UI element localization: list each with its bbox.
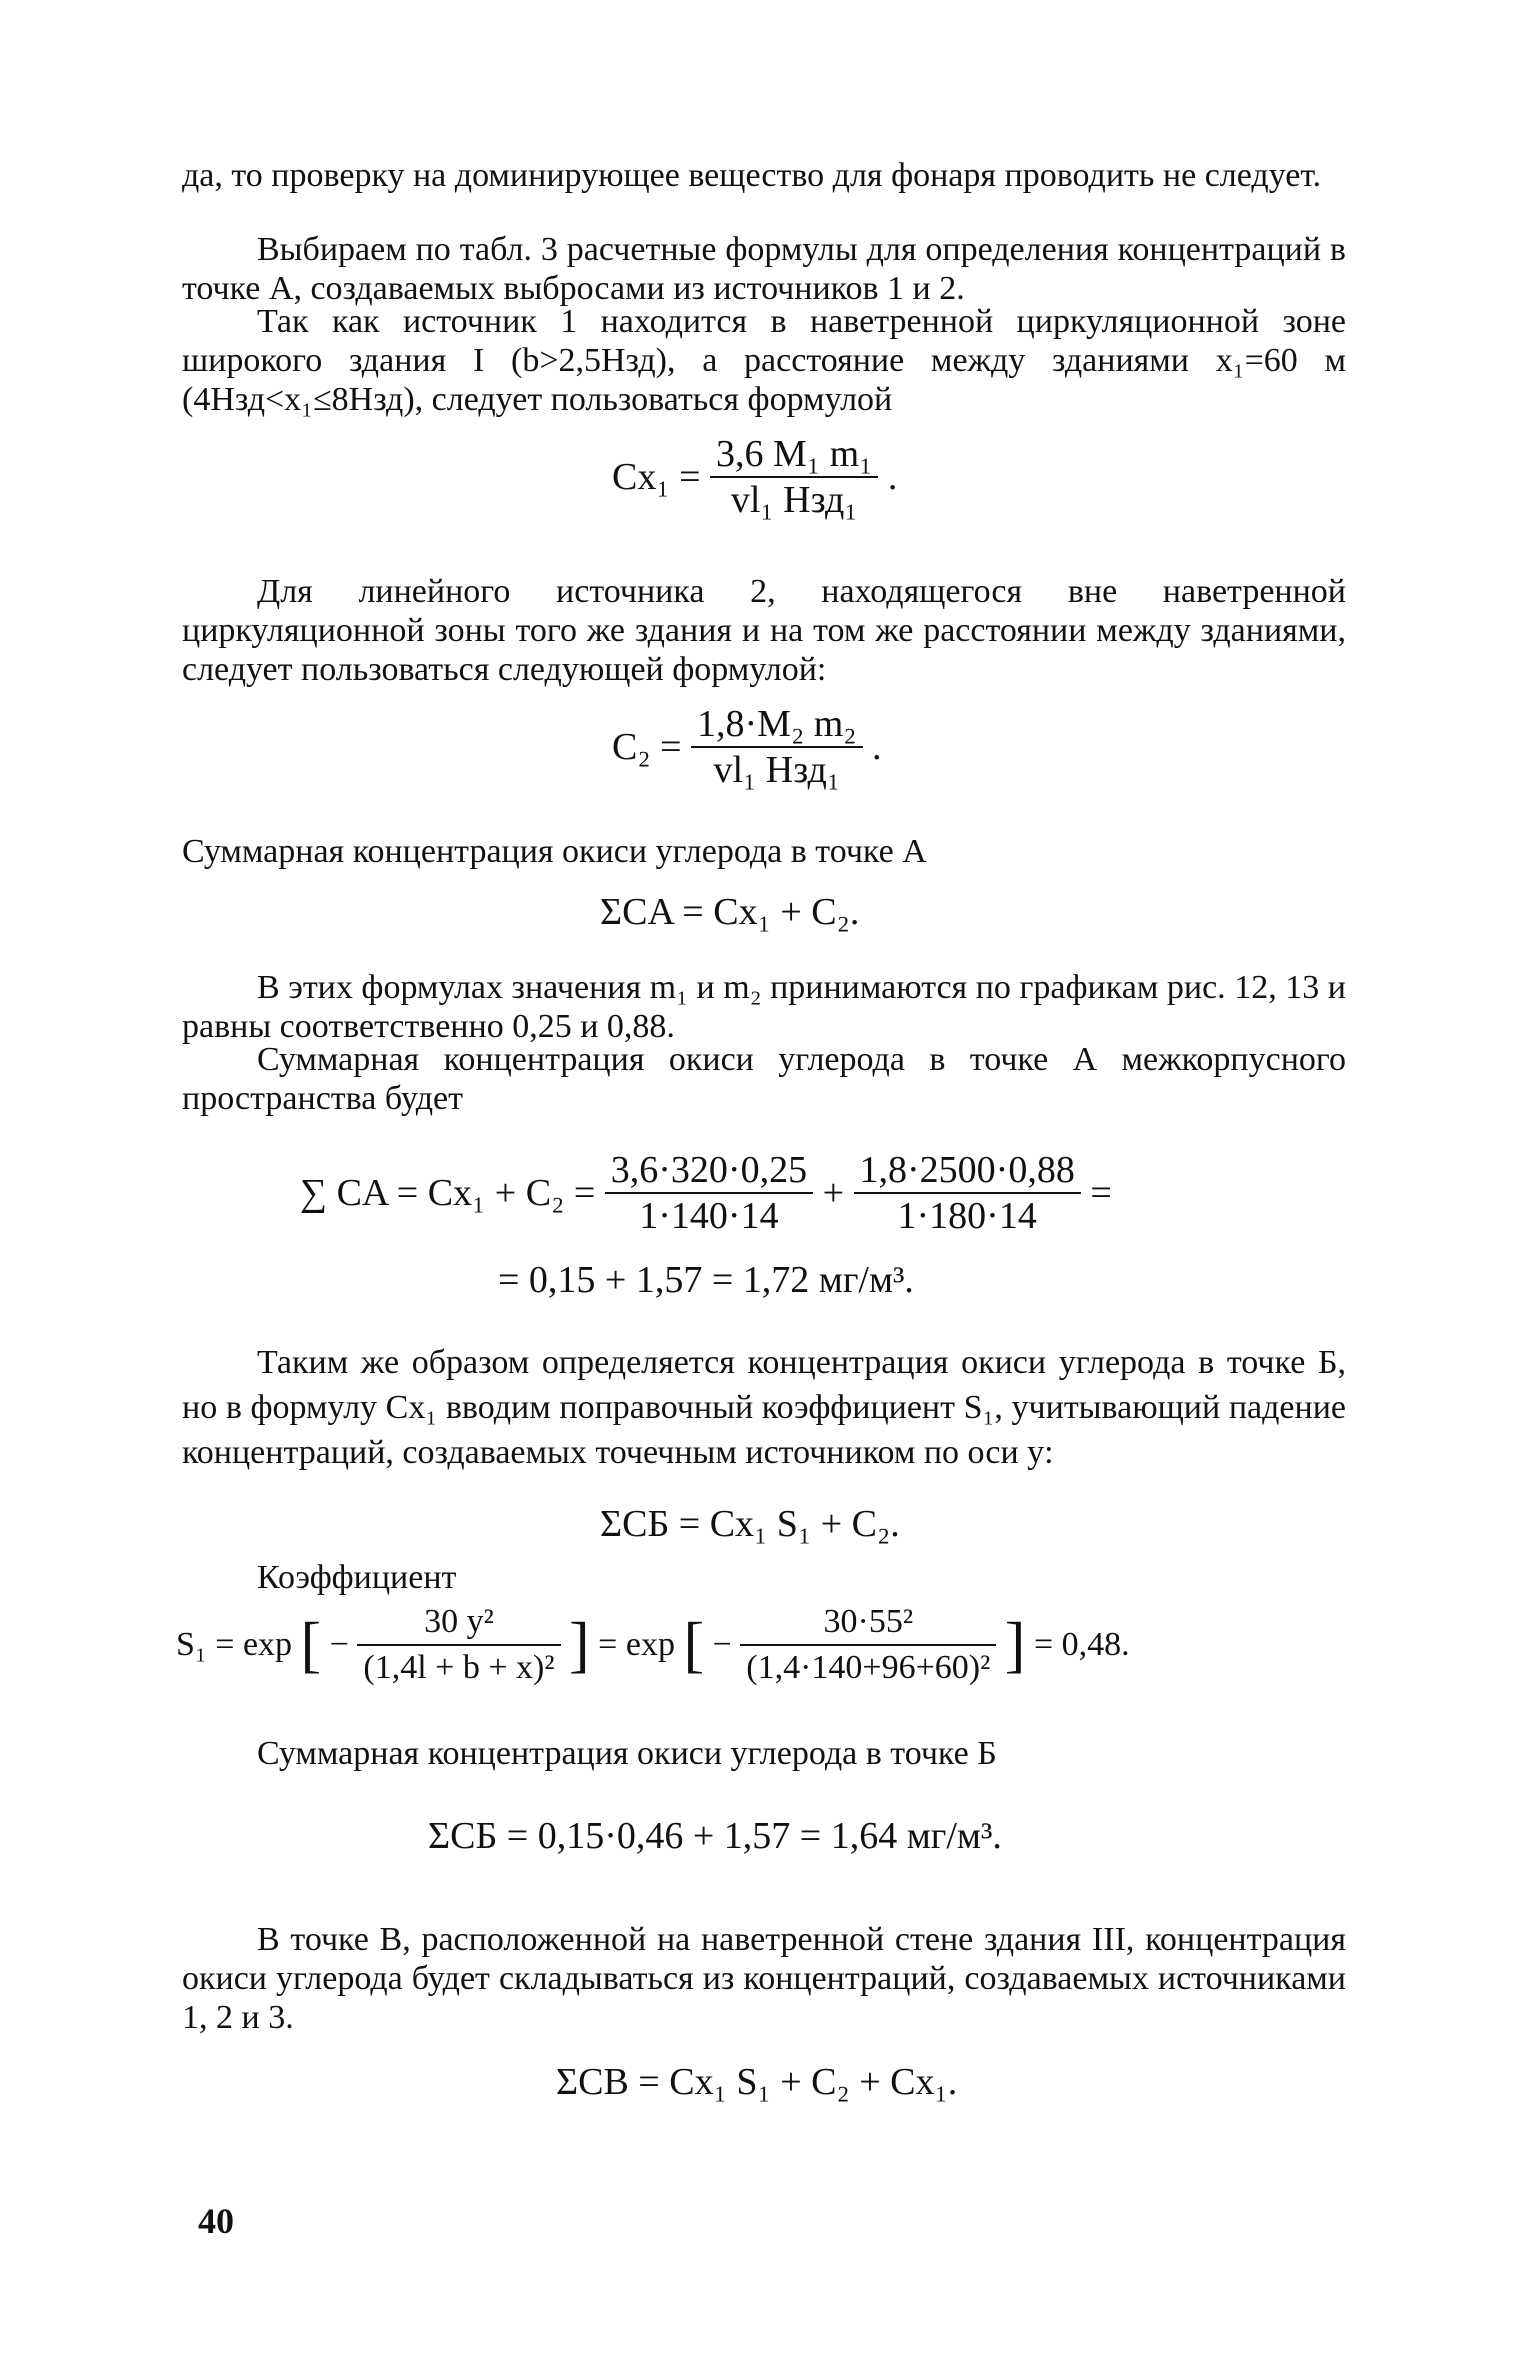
formula-cx1-denominator: vl₁ Hзд₁ [730,479,858,521]
paragraph-9: Коэффициент [257,1559,457,1596]
formula-s1-denominator-2: (1,4·140+96+60)² [746,1649,991,1686]
formula-c2-denominator: vl₁ Hзд₁ [713,749,841,791]
formula-sum-ca-values [300,1148,1112,1238]
formula-sum-cb: ΣCБ = Cx₁ S₁ + C₂. [600,1503,900,1545]
paragraph-8: Таким же образом определяется концентрация окиси углерода в точке Б, но в формулу Cx₁ вводим поправочный коэффициент S₁, учитывающий падение концентраций, создаваемых точечным источником по оси y: [182,1344,1346,1471]
formula-cx1-lhs: Cx₁ = [612,456,701,498]
formula-s1-numerator-2: 30·55² [740,1600,996,1646]
formula-sum-ca-numerator-2: 1,8·2500·0,88 [854,1148,1081,1194]
formula-c2-dot: . [872,726,882,768]
paragraph-3: Так как источник 1 находится в наветренной циркуляционной зоне широкого здания I (b>2,5Hзд), а расстояние между зданиями x₁=60 м (4Hзд<x₁≤8Hзд), следует пользоваться формулой [182,303,1346,418]
paragraph-4: Для линейного источника 2, находящегося вне наветренной циркуляционной зоны того же здания и на том же расстоянии между зданиями, следует пользоваться следующей формулой: [182,573,1346,688]
formula-s1-fraction-2 [740,1600,996,1690]
formula-s1-fraction-1 [357,1600,560,1690]
paragraph-10: Суммарная концентрация окиси углерода в точке Б [257,1735,997,1772]
formula-sum-cv: ΣCВ = Cx₁ S₁ + C₂ + Cx₁. [556,2061,958,2103]
paragraph-7: Суммарная концентрация окиси углерода в точке А межкорпусного пространства будет [182,1041,1346,1117]
formula-cx1-fraction [710,432,878,522]
formula-s1 [176,1600,1130,1690]
formula-s1-result: = 0,48. [1033,1626,1130,1663]
left-bracket-2: [ [683,1611,705,1679]
formula-sum-ca: ΣCA = Cx₁ + C₂. [600,891,860,933]
formula-s1-minus-1: − [329,1626,349,1663]
formula-c2-lhs: C₂ = [612,726,682,768]
right-bracket-2: ] [1004,1611,1026,1679]
paragraph-5: Суммарная концентрация окиси углерода в точке А [182,833,927,870]
formula-sum-ca-numerator-1: 3,6·320·0,25 [605,1148,813,1194]
formula-sum-ca-values-lhs: ∑ CA = Cx₁ + C₂ = [300,1172,596,1214]
formula-s1-mid: = exp [598,1626,675,1663]
left-bracket-1: [ [300,1611,322,1679]
right-bracket-1: ] [569,1611,590,1679]
paragraph-2: Выбираем по табл. 3 расчетные формулы для определения концентраций в точке А, создаваемых выбросами из источников 1 и 2. [182,231,1346,307]
paragraph-6: В этих формулах значения m₁ и m₂ принимаются по графикам рис. 12, 13 и равны соответственно 0,25 и 0,88. [182,969,1346,1045]
page-number: 40 [198,2201,234,2241]
formula-c2-numerator: 1,8·M₂ m₂ [691,702,863,748]
formula-c2-fraction [691,702,863,792]
formula-sum-ca-result: = 0,15 + 1,57 = 1,72 мг/м³. [498,1259,914,1301]
formula-s1-denominator-1: (1,4l + b + x)² [363,1649,555,1686]
formula-s1-numerator-1: 30 y² [357,1600,560,1646]
paragraph-11: В точке В, расположенной на наветренной стене здания III, концентрация окиси углерода будет складываться из концентраций, создаваемых источниками 1, 2 и 3. [182,1921,1346,2036]
formula-cx1-numerator: 3,6 M₁ m₁ [710,432,878,478]
formula-sum-ca-plus: + [822,1172,845,1214]
formula-sum-cb-values: ΣCБ = 0,15·0,46 + 1,57 = 1,64 мг/м³. [428,1815,1002,1857]
formula-cx1 [612,432,897,522]
formula-c2 [612,702,882,792]
formula-sum-ca-denominator-2: 1·180·14 [897,1195,1037,1237]
formula-sum-ca-denominator-1: 1·140·14 [639,1195,779,1237]
formula-s1-lhs: S₁ = exp [176,1626,293,1663]
formula-cx1-dot: . [887,456,898,498]
paragraph-1: да, то проверку на доминирующее вещество для фонаря проводить не следует. [182,157,1322,194]
formula-s1-minus-2: − [712,1626,732,1663]
formula-sum-ca-fraction-2 [854,1148,1081,1238]
formula-sum-ca-equals: = [1090,1172,1112,1214]
formula-sum-ca-fraction-1 [605,1148,813,1238]
